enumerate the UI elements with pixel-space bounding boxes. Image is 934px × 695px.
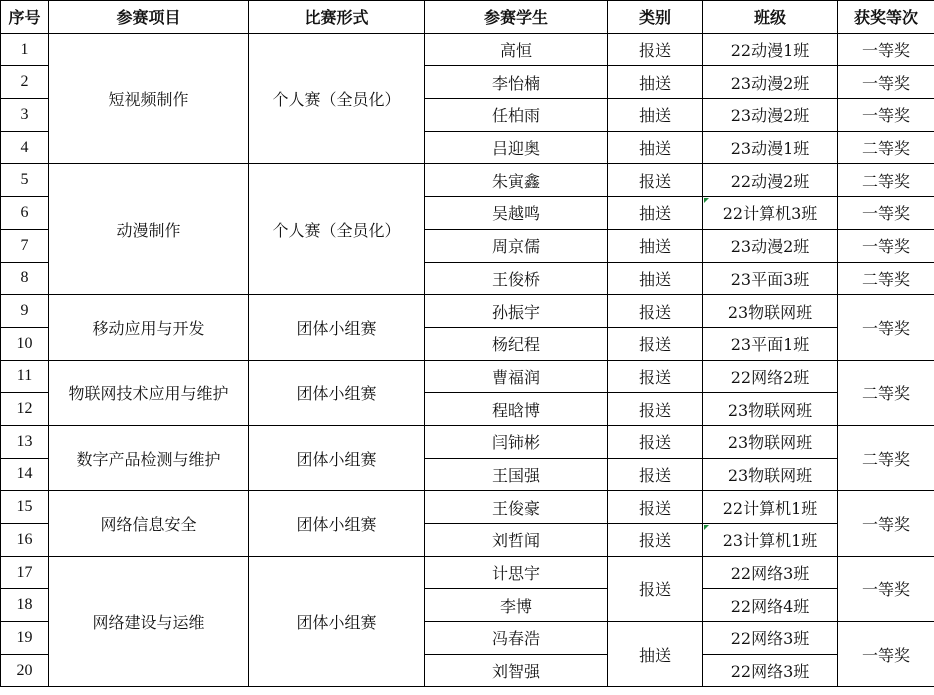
class-cell: 23平面3班 bbox=[703, 262, 838, 295]
student-cell: 吕迎奥 bbox=[425, 131, 608, 164]
award-cell: 一等奖 bbox=[838, 556, 934, 621]
category-cell: 报送 bbox=[608, 327, 703, 360]
row-index: 20 bbox=[1, 654, 49, 687]
award-cell: 二等奖 bbox=[838, 360, 934, 425]
award-cell: 一等奖 bbox=[838, 66, 934, 99]
header-project: 参赛项目 bbox=[49, 1, 249, 34]
category-cell: 报送 bbox=[608, 295, 703, 328]
category-cell: 报送 bbox=[608, 458, 703, 491]
row-index: 1 bbox=[1, 33, 49, 66]
table-row bbox=[1, 360, 934, 393]
student-cell: 朱寅鑫 bbox=[425, 164, 608, 197]
student-cell: 王俊桥 bbox=[425, 262, 608, 295]
project-cell: 网络信息安全 bbox=[49, 491, 249, 556]
header-student: 参赛学生 bbox=[425, 1, 608, 34]
student-cell: 王俊豪 bbox=[425, 491, 608, 524]
project-cell: 短视频制作 bbox=[49, 33, 249, 164]
row-index: 4 bbox=[1, 131, 49, 164]
project-cell: 移动应用与开发 bbox=[49, 295, 249, 360]
student-cell: 周京儒 bbox=[425, 229, 608, 262]
award-cell: 二等奖 bbox=[838, 425, 934, 490]
project-cell: 动漫制作 bbox=[49, 164, 249, 295]
class-cell bbox=[703, 197, 838, 230]
category-cell: 报送 bbox=[608, 425, 703, 458]
comment-marker-icon bbox=[704, 198, 709, 203]
category-cell: 报送 bbox=[608, 164, 703, 197]
category-cell: 抽送 bbox=[608, 229, 703, 262]
student-cell: 刘智强 bbox=[425, 654, 608, 687]
class-cell: 22动漫1班 bbox=[703, 33, 838, 66]
award-cell: 一等奖 bbox=[838, 229, 934, 262]
form-cell: 团体小组赛 bbox=[249, 295, 425, 360]
table-row bbox=[1, 491, 934, 524]
table-row bbox=[1, 164, 934, 197]
row-index: 3 bbox=[1, 99, 49, 132]
class-cell: 22网络2班 bbox=[703, 360, 838, 393]
form-cell: 团体小组赛 bbox=[249, 360, 425, 425]
student-cell: 曹福润 bbox=[425, 360, 608, 393]
category-cell: 抽送 bbox=[608, 197, 703, 230]
class-cell: 23物联网班 bbox=[703, 425, 838, 458]
class-cell: 22网络4班 bbox=[703, 589, 838, 622]
category-cell: 报送 bbox=[608, 360, 703, 393]
award-cell: 一等奖 bbox=[838, 491, 934, 556]
category-cell: 报送 bbox=[608, 33, 703, 66]
row-index: 2 bbox=[1, 66, 49, 99]
award-cell: 二等奖 bbox=[838, 262, 934, 295]
category-cell: 报送 bbox=[608, 491, 703, 524]
row-index: 10 bbox=[1, 327, 49, 360]
category-cell: 报送 bbox=[608, 393, 703, 426]
category-cell: 抽送 bbox=[608, 622, 703, 687]
class-cell: 22网络3班 bbox=[703, 622, 838, 655]
award-cell: 二等奖 bbox=[838, 131, 934, 164]
form-cell: 团体小组赛 bbox=[249, 425, 425, 490]
student-cell: 任柏雨 bbox=[425, 99, 608, 132]
row-index: 18 bbox=[1, 589, 49, 622]
header-form: 比赛形式 bbox=[249, 1, 425, 34]
table-row bbox=[1, 295, 934, 328]
student-cell: 杨纪程 bbox=[425, 327, 608, 360]
student-cell: 闫铈彬 bbox=[425, 425, 608, 458]
form-cell: 个人赛（全员化） bbox=[249, 33, 425, 164]
class-text: 23计算机1班 bbox=[722, 531, 818, 551]
header-award: 获奖等次 bbox=[838, 1, 934, 34]
category-cell: 报送 bbox=[608, 556, 703, 621]
student-cell: 吴越鸣 bbox=[425, 197, 608, 230]
row-index: 17 bbox=[1, 556, 49, 589]
row-index: 11 bbox=[1, 360, 49, 393]
student-cell: 孙振宇 bbox=[425, 295, 608, 328]
row-index: 13 bbox=[1, 425, 49, 458]
row-index: 9 bbox=[1, 295, 49, 328]
class-cell: 23物联网班 bbox=[703, 393, 838, 426]
row-index: 5 bbox=[1, 164, 49, 197]
project-cell: 数字产品检测与维护 bbox=[49, 425, 249, 490]
category-cell: 抽送 bbox=[608, 262, 703, 295]
class-cell: 23动漫2班 bbox=[703, 229, 838, 262]
student-cell: 计思宇 bbox=[425, 556, 608, 589]
class-cell: 22计算机1班 bbox=[703, 491, 838, 524]
student-cell: 高恒 bbox=[425, 33, 608, 66]
award-cell: 一等奖 bbox=[838, 197, 934, 230]
table-row bbox=[1, 425, 934, 458]
class-cell: 23动漫1班 bbox=[703, 131, 838, 164]
class-cell: 23物联网班 bbox=[703, 458, 838, 491]
project-cell: 物联网技术应用与维护 bbox=[49, 360, 249, 425]
class-cell: 23平面1班 bbox=[703, 327, 838, 360]
project-cell: 网络建设与运维 bbox=[49, 556, 249, 687]
table-row bbox=[1, 33, 934, 66]
class-cell: 23动漫2班 bbox=[703, 66, 838, 99]
class-cell: 23动漫2班 bbox=[703, 99, 838, 132]
form-cell: 团体小组赛 bbox=[249, 556, 425, 687]
row-index: 16 bbox=[1, 524, 49, 557]
header-category: 类别 bbox=[608, 1, 703, 34]
row-index: 12 bbox=[1, 393, 49, 426]
table-row bbox=[1, 556, 934, 589]
row-index: 8 bbox=[1, 262, 49, 295]
class-cell: 22动漫2班 bbox=[703, 164, 838, 197]
form-cell: 团体小组赛 bbox=[249, 491, 425, 556]
row-index: 14 bbox=[1, 458, 49, 491]
class-cell bbox=[703, 524, 838, 557]
row-index: 15 bbox=[1, 491, 49, 524]
student-cell: 李怡楠 bbox=[425, 66, 608, 99]
form-cell: 个人赛（全员化） bbox=[249, 164, 425, 295]
student-cell: 李博 bbox=[425, 589, 608, 622]
comment-marker-icon bbox=[704, 525, 709, 530]
award-cell: 一等奖 bbox=[838, 295, 934, 360]
category-cell: 报送 bbox=[608, 524, 703, 557]
award-cell: 一等奖 bbox=[838, 99, 934, 132]
header-row bbox=[1, 1, 934, 34]
class-cell: 23物联网班 bbox=[703, 295, 838, 328]
class-text: 22计算机3班 bbox=[722, 204, 818, 224]
award-cell: 二等奖 bbox=[838, 164, 934, 197]
student-cell: 刘哲闻 bbox=[425, 524, 608, 557]
header-class: 班级 bbox=[703, 1, 838, 34]
student-cell: 程晗博 bbox=[425, 393, 608, 426]
class-cell: 22网络3班 bbox=[703, 556, 838, 589]
header-index: 序号 bbox=[1, 1, 49, 34]
student-cell: 冯春浩 bbox=[425, 622, 608, 655]
row-index: 7 bbox=[1, 229, 49, 262]
row-index: 19 bbox=[1, 622, 49, 655]
row-index: 6 bbox=[1, 197, 49, 230]
category-cell: 抽送 bbox=[608, 131, 703, 164]
award-cell: 一等奖 bbox=[838, 33, 934, 66]
student-cell: 王国强 bbox=[425, 458, 608, 491]
category-cell: 抽送 bbox=[608, 66, 703, 99]
award-cell: 一等奖 bbox=[838, 622, 934, 687]
category-cell: 抽送 bbox=[608, 99, 703, 132]
class-cell: 22网络3班 bbox=[703, 654, 838, 687]
